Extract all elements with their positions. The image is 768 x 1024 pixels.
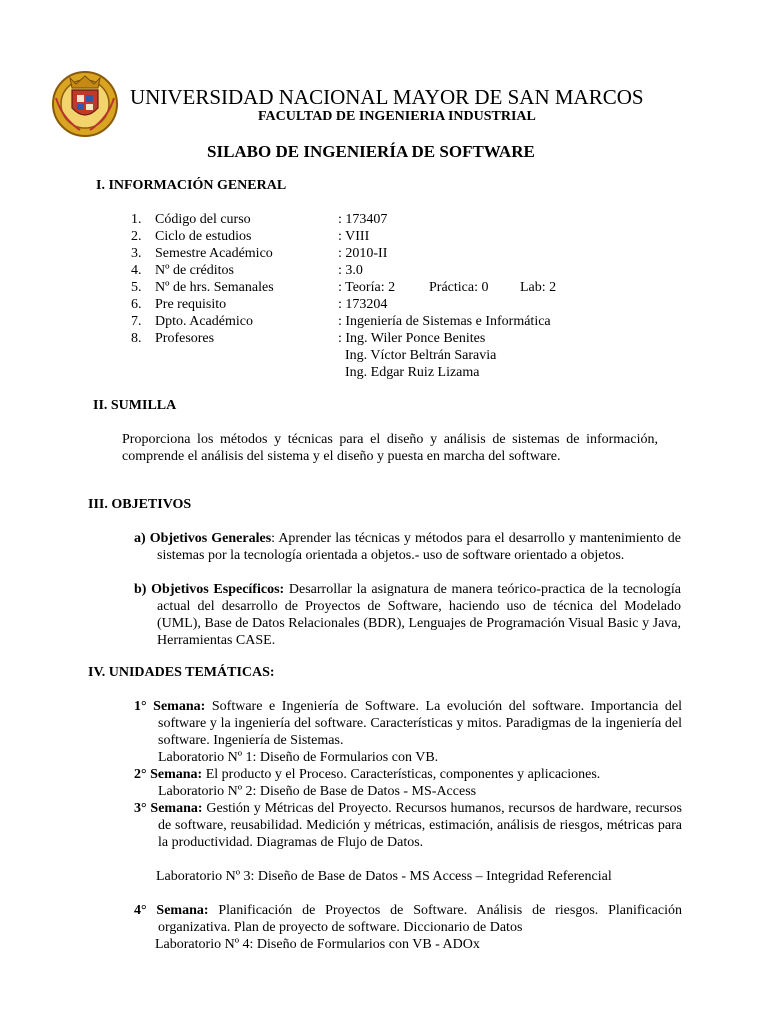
semana-2-label: 2° Semana: — [134, 767, 203, 782]
info-label: Código del curso — [155, 212, 251, 227]
semana-4-text: Planificación de Proyectos de Software. Análisis de riesgos. Planificación organizativa. Plan de proyecto de software. Diccionario de Datos — [158, 903, 682, 935]
info-value-lab: Lab: 2 — [520, 280, 557, 295]
objetivos-especificos — [134, 581, 681, 649]
info-value-practica: Práctica: 0 — [429, 280, 489, 295]
info-num: 5. — [131, 280, 142, 295]
info-professor: Ing. Edgar Ruiz Lizama — [345, 365, 480, 380]
university-seal-logo — [50, 68, 120, 138]
section-heading-objetivos: III. OBJETIVOS — [88, 497, 192, 512]
section-heading-unidades-tematicas: IV. UNIDADES TEMÁTICAS: — [88, 665, 275, 680]
info-value: : 173407 — [338, 212, 388, 227]
info-label: Pre requisito — [155, 297, 227, 312]
info-label: Semestre Académico — [155, 246, 273, 261]
info-value: : 173204 — [338, 297, 388, 312]
info-label: Nº de créditos — [155, 263, 234, 278]
info-value: : Teoría: 2 — [338, 280, 396, 295]
info-value: : 2010-II — [338, 246, 388, 261]
section-heading-informacion-general: I. INFORMACIÓN GENERAL — [96, 178, 287, 193]
info-label: Profesores — [155, 331, 215, 346]
semana-3 — [134, 800, 682, 851]
semana-1-lab: Laboratorio Nº 1: Diseño de Formularios con VB. — [158, 750, 439, 765]
info-label: Ciclo de estudios — [155, 229, 252, 244]
semana-4-lab: Laboratorio Nº 4: Diseño de Formularios con VB - ADOx — [155, 937, 480, 952]
info-value: : VIII — [338, 229, 370, 244]
info-label: Dpto. Académico — [155, 314, 253, 329]
objetivos-generales — [134, 530, 681, 564]
semana-2 — [134, 766, 682, 783]
objetivos-generales-text: : Aprender las técnicas y métodos para el desarrollo y mantenimiento de sistemas por la tecnología orientada a objetos.- uso de software orientado a objetos. — [157, 531, 682, 563]
info-value: : 3.0 — [338, 263, 363, 278]
faculty-name: FACULTAD DE INGENIERIA INDUSTRIAL — [258, 109, 536, 124]
semana-3-lab: Laboratorio Nº 3: Diseño de Base de Datos - MS Access – Integridad Referencial — [156, 869, 612, 884]
semana-3-label: 3° Semana: — [134, 801, 203, 816]
info-num: 8. — [131, 331, 142, 346]
objetivos-especificos-label: b) Objetivos Específicos: — [134, 582, 285, 597]
university-name: UNIVERSIDAD NACIONAL MAYOR DE SAN MARCOS — [130, 85, 644, 109]
semana-3-text: Gestión y Métricas del Proyecto. Recursos humanos, recursos de hardware, recursos de software, reusabilidad. Medición y métricas, estimación, análisis de riesgos, métricas para la productividad. Diagramas de Flujo de Datos. — [158, 801, 682, 850]
semana-2-lab: Laboratorio Nº 2: Diseño de Base de Datos - MS-Access — [158, 784, 477, 799]
info-value: : Ingeniería de Sistemas e Informática — [338, 314, 551, 329]
info-num: 7. — [131, 314, 142, 329]
info-label: Nº de hrs. Semanales — [155, 280, 274, 295]
semana-1 — [134, 698, 682, 749]
semana-4-label: 4° Semana: — [134, 903, 209, 918]
semana-2-text: El producto y el Proceso. Características, componentes y aplicaciones. — [202, 767, 601, 782]
info-value: : Ing. Wiler Ponce Benites — [338, 331, 486, 346]
objetivos-generales-label: a) Objetivos Generales — [134, 531, 272, 546]
section-heading-sumilla: II. SUMILLA — [93, 398, 177, 413]
info-num: 3. — [131, 246, 142, 261]
document-title: SILABO DE INGENIERÍA DE SOFTWARE — [207, 142, 535, 161]
semana-1-label: 1° Semana: — [134, 699, 206, 714]
info-professor: Ing. Víctor Beltrán Saravia — [345, 348, 497, 363]
semana-4 — [134, 902, 682, 936]
objetivos-especificos-text: Desarrollar la asignatura de manera teórico-practica de la tecnología actual del desarrollo de Proyectos de Software, haciendo uso de técnica del Modelado (UML), Base de Datos Relacionales (BDR), Lenguajes de Programación Visual Basic y Java, Herramientas CASE. — [157, 582, 682, 648]
sumilla-paragraph: Proporciona los métodos y técnicas para el diseño y análisis de sistemas de información, comprende el análisis del sistema y el diseño y puesta en marcha del software. — [122, 432, 658, 464]
info-num: 4. — [131, 263, 142, 278]
info-num: 6. — [131, 297, 142, 312]
semana-1-text: Software e Ingeniería de Software. La evolución del software. Importancia del software y la ingeniería del software. Características y mitos. Paradigmas de la ingeniería del software. Ingeniería de Sistemas. — [158, 699, 682, 748]
info-num: 2. — [131, 229, 142, 244]
info-num: 1. — [131, 212, 142, 227]
